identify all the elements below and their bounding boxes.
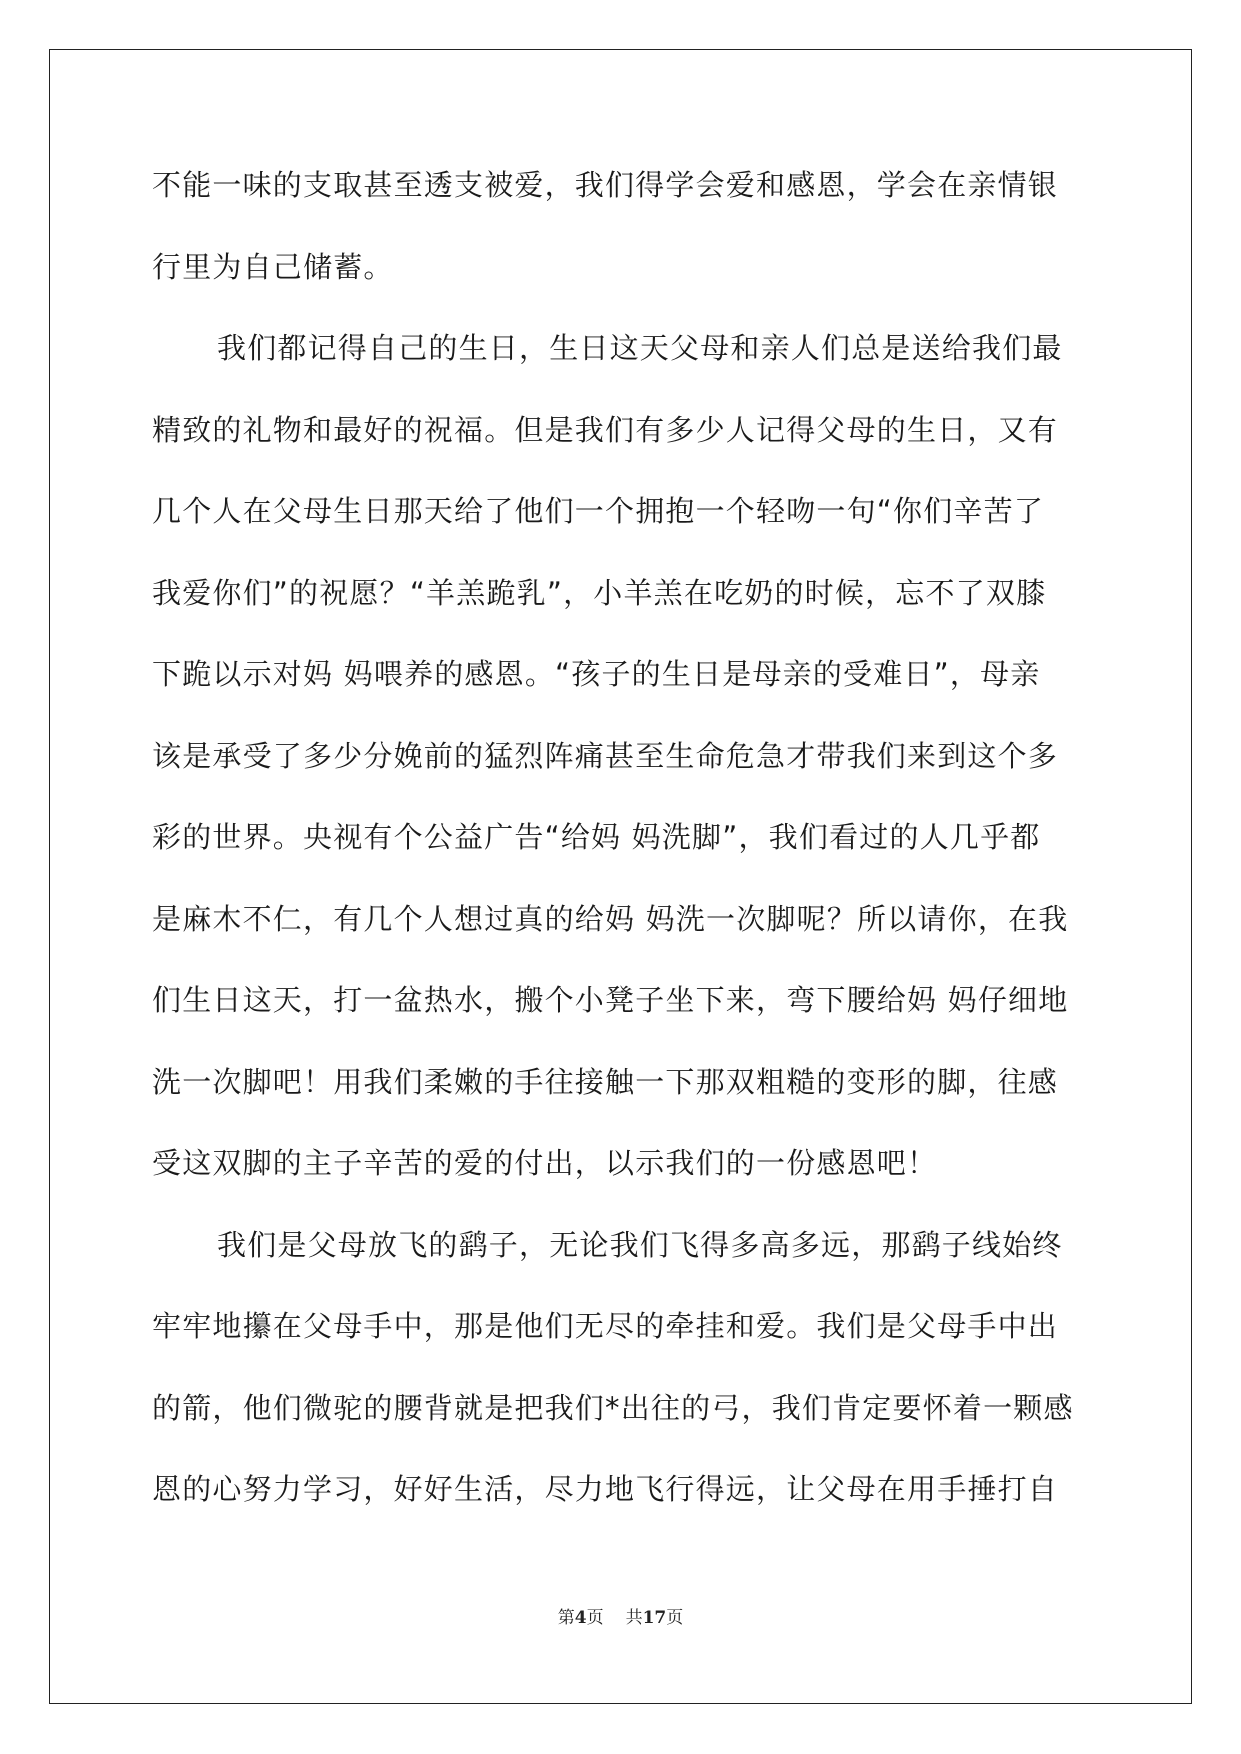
page-footer (0, 1603, 1241, 1628)
footer-total-suffix: 页 (666, 1608, 684, 1628)
text-line: 的箭，他们微驼的腰背就是把我们*出往的弓，我们肯定要怀着一颗感 (152, 1390, 1074, 1425)
text-line: 我们是父母放飞的鹞子，无论我们飞得多高多远，那鹞子线始终 (217, 1227, 1063, 1262)
footer-page-number: 4 (574, 1608, 587, 1628)
text-line: 精致的礼物和最好的祝福。但是我们有多少人记得父母的生日，又有 (152, 412, 1059, 447)
text-line: 受这双脚的主子辛苦的爱的付出，以示我们的一份感恩吧！ (152, 1146, 938, 1180)
text-line: 该是承受了多少分娩前的猛烈阵痛甚至生命危急才带我们来到这个多 (152, 738, 1059, 773)
text-line: 是麻木不仁，有几个人想过真的给妈 妈洗一次脚呢？所以请你，在我 (152, 901, 1069, 936)
text-line: 彩的世界。央视有个公益广告“给妈 妈洗脚”，我们看过的人几乎都 (152, 820, 1041, 854)
text-line: 们生日这天，打一盆热水，搬个小凳子坐下来，弯下腰给妈 妈仔细地 (152, 983, 1069, 1017)
text-line: 我爱你们”的祝愿？“羊羔跪乳”，小羊羔在吃奶的时候，忘不了双膝 (152, 575, 1047, 610)
text-line: 不能一味的支取甚至透支被爱，我们得学会爱和感恩，学会在亲情银 (152, 168, 1059, 202)
text-line: 我们都记得自己的生日，生日这天父母和亲人们总是送给我们最 (217, 331, 1063, 365)
text-line: 牢牢地攥在父母手中，那是他们无尽的牵挂和爱。我们是父母手中出 (152, 1309, 1059, 1343)
text-line: 行里为自己储蓄。 (152, 249, 394, 284)
footer-total-prefix: 共 (625, 1608, 643, 1628)
footer-total-pages: 17 (642, 1608, 667, 1628)
text-line: 下跪以示对妈 妈喂养的感恩。“孩子的生日是母亲的受难日”，母亲 (152, 657, 1041, 691)
text-line: 洗一次脚吧！用我们柔嫩的手往接触一下那双粗糙的变形的脚，往感 (152, 1064, 1059, 1099)
text-line: 几个人在父母生日那天给了他们一个拥抱一个轻吻一句“你们辛苦了 (152, 494, 1045, 528)
footer-prefix: 第 (557, 1608, 575, 1628)
footer-page-suffix: 页 (586, 1608, 604, 1628)
body-text (152, 160, 1092, 1546)
text-line: 恩的心努力学习，好好生活，尽力地飞行得远，让父母在用手捶打自 (152, 1472, 1059, 1506)
